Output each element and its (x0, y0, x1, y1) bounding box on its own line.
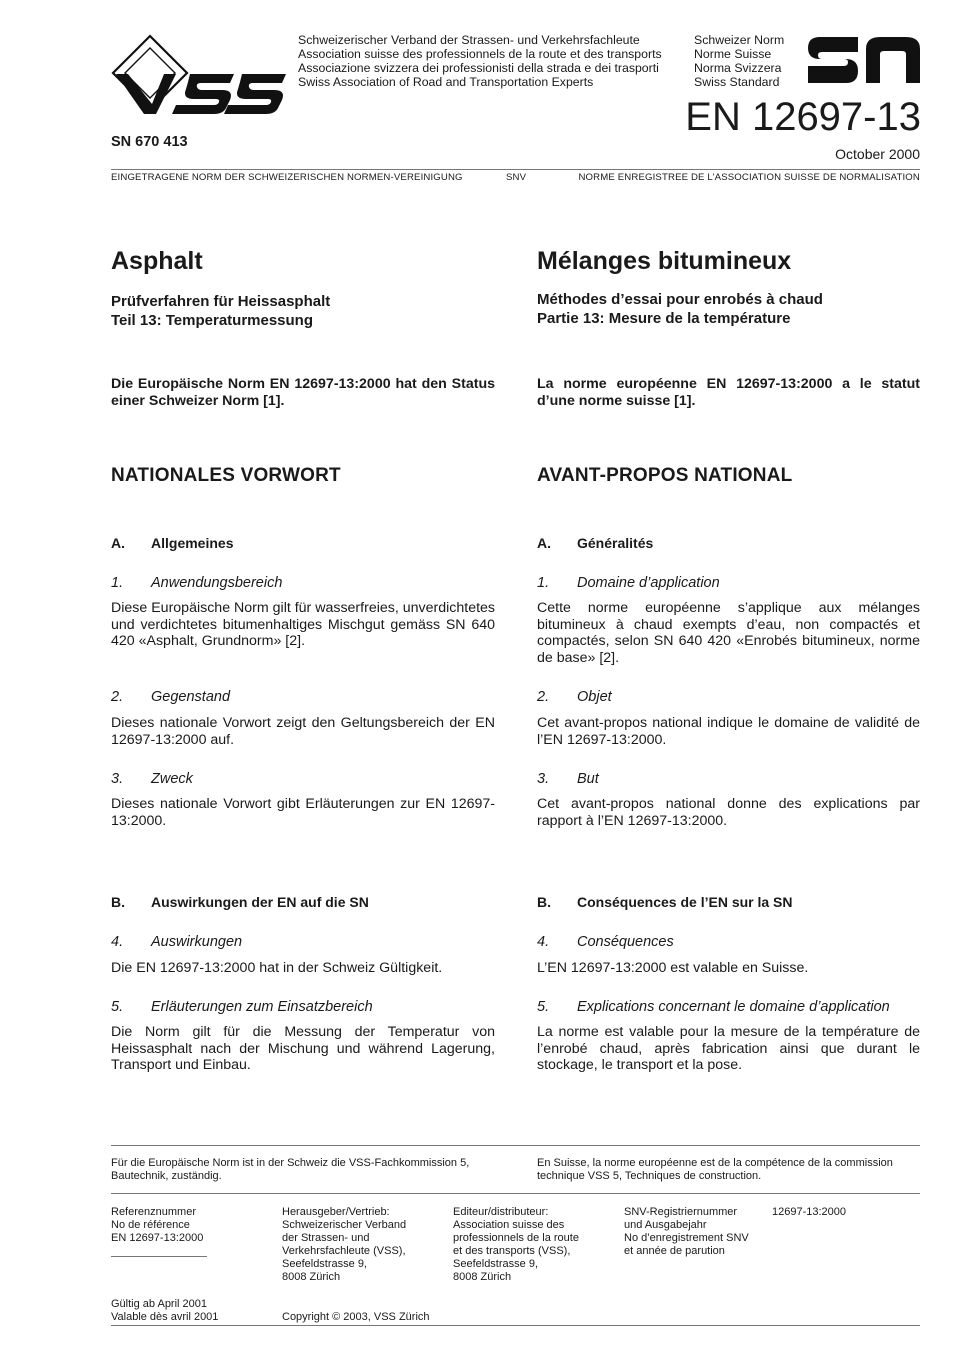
subsection-number: 3. (537, 771, 550, 787)
subsection-number: 5. (537, 999, 550, 1015)
publication-date: October 2000 (835, 146, 920, 162)
snv-line-4: et année de parution (624, 1245, 725, 1257)
subsection-2-text-fr: Cet avant-propos national indique le domaine de validité de l’EN 12697-13:2000. (537, 715, 920, 748)
subsection-number: 1. (537, 575, 550, 591)
copyright-text: Copyright © 2003, VSS Zürich (282, 1311, 430, 1323)
header-divider (111, 169, 920, 170)
subsection-number: 4. (537, 934, 550, 950)
subsection-1-heading-fr (537, 575, 920, 591)
subsection-3-text-de: Dieses nationale Vorwort gibt Erläuterungen zur EN 12697-13:2000. (111, 796, 495, 829)
foreword-heading-de: NATIONALES VORWORT (111, 465, 341, 486)
subsection-4-text-fr: L’EN 12697-13:2000 est valable en Suisse. (537, 960, 809, 976)
subsection-2-heading-fr (537, 689, 920, 705)
subsection-3-heading-fr (537, 771, 920, 787)
subsection-number: 5. (111, 999, 124, 1015)
subsection-5-text-fr: La norme est valable pour la mesure de la température de l’enrobé chaud, après fabrication ainsi que durant le stockage, le transport et la pose. (537, 1024, 920, 1073)
valid-fr: Valable dès avril 2001 (111, 1311, 219, 1323)
subsection-title: Anwendungsbereich (151, 575, 283, 591)
footer-divider-top (111, 1145, 920, 1146)
subsection-number: 1. (111, 575, 124, 591)
section-title: Allgemeines (151, 535, 234, 551)
subtitle-fr (537, 290, 920, 328)
publisher-de-line-2: Schweizerischer Verband (282, 1219, 407, 1231)
subsection-title: Objet (577, 689, 612, 705)
commission-de-line-2: Bautechnik, zuständig. (111, 1170, 222, 1182)
organization-names (298, 33, 662, 89)
standard-name-it: Norma Svizzera (694, 61, 782, 75)
publisher-de-line-5: Seefeldstrasse 9, (282, 1258, 367, 1270)
org-line-it: Associazione svizzera dei professionisti della strada e dei trasporti (298, 61, 659, 75)
subsection-number: 2. (111, 689, 124, 705)
snv-value: 12697-13:2000 (772, 1206, 847, 1218)
subsection-number: 4. (111, 934, 124, 950)
footer-divider-bottom (111, 1325, 920, 1326)
section-b-heading-fr (537, 894, 920, 910)
publisher-fr-line-6: 8008 Zürich (453, 1271, 512, 1283)
standard-names (694, 33, 784, 89)
reference-line-2: No de référence (111, 1219, 190, 1231)
document-number: EN 12697-13 (685, 95, 921, 139)
subsection-title: Zweck (151, 771, 193, 787)
subsection-title: But (577, 771, 599, 787)
standard-name-de: Schweizer Norm (694, 33, 785, 47)
standard-name-en: Swiss Standard (694, 75, 780, 89)
section-a-heading-fr (537, 535, 920, 551)
section-letter: B. (111, 894, 125, 910)
validity (111, 1298, 218, 1324)
subsection-title: Gegenstand (151, 689, 231, 705)
valid-de: Gültig ab April 2001 (111, 1298, 208, 1310)
subsection-1-text-de: Diese Europäische Norm gilt für wasserfreies, unverdichtetes und verdichtetes bitumenhaltiges Mischgut gemäss SN 640 420 «Asphalt, Grundnorm» [2]. (111, 600, 496, 649)
subsection-title: Erläuterungen zum Einsatzbereich (151, 999, 373, 1015)
subtitle-fr-line-1: Méthodes d’essai pour enrobés à chaud (537, 291, 823, 308)
sn-logo (806, 35, 922, 85)
publisher-de-line-3: der Strassen- und (282, 1232, 370, 1244)
subsection-1-text-fr: Cette norme européenne s’applique aux mélanges bitumineux à chaud exempts d’eau, non compactés et compactés, selon SN 640 420 «Enrobés bitumineux, norme de base» [2]. (537, 600, 920, 666)
foreword-heading-fr: AVANT-PROPOS NATIONAL (537, 465, 793, 486)
subsection-title: Conséquences (577, 934, 674, 950)
publisher-fr-line-2: Association suisse des (453, 1219, 565, 1231)
publisher-de-line-6: 8008 Zürich (282, 1271, 341, 1283)
subtitle-fr-line-2: Partie 13: Mesure de la température (537, 310, 791, 327)
subsection-4-heading-de (111, 934, 495, 950)
publisher-fr-line-1: Editeur/distributeur: (453, 1206, 549, 1218)
section-letter: A. (537, 535, 551, 551)
commission-fr-line-2: technique VSS 5, Techniques de construction. (537, 1170, 762, 1182)
status-statement-fr: La norme européenne EN 12697-13:2000 a le statut d’une norme suisse [1]. (537, 376, 920, 409)
commission-fr-line-1: En Suisse, la norme européenne est de la compétence de la commission (537, 1157, 893, 1169)
section-b-heading-de (111, 894, 495, 910)
copyright (282, 1311, 430, 1324)
subsection-4-text-de: Die EN 12697-13:2000 hat in der Schweiz Gültigkeit. (111, 960, 443, 976)
subsection-5-heading-fr (537, 999, 920, 1015)
section-letter: A. (111, 535, 125, 551)
org-line-en: Swiss Association of Road and Transportation Experts (298, 75, 594, 89)
publisher-fr-line-4: et des transports (VSS), (453, 1245, 571, 1257)
subsection-3-text-fr: Cet avant-propos national donne des explications par rapport à l’EN 12697-13:2000. (537, 796, 920, 829)
subsection-2-text-de: Dieses nationale Vorwort zeigt den Geltungsbereich der EN 12697-13:2000 auf. (111, 715, 495, 748)
org-line-de: Schweizerischer Verband der Strassen- und Verkehrsfachleute (298, 33, 640, 47)
subsection-number: 2. (537, 689, 550, 705)
subsection-4-heading-fr (537, 934, 920, 950)
subsection-title: Domaine d’application (577, 575, 720, 591)
title-fr: Mélanges bitumineux (537, 247, 792, 275)
snv-line-3: No d’enregistrement SNV (624, 1232, 749, 1244)
subtitle-de-line-2: Teil 13: Temperaturmessung (111, 312, 314, 329)
snv-registration-value (772, 1206, 846, 1219)
publisher-de-line-1: Herausgeber/Vertrieb: (282, 1206, 390, 1218)
publisher-fr (453, 1206, 579, 1284)
section-letter: B. (537, 894, 551, 910)
subsection-number: 3. (111, 771, 124, 787)
sn-code: SN 670 413 (111, 134, 188, 150)
section-title: Généralités (577, 535, 654, 551)
subsection-2-heading-de (111, 689, 495, 705)
snv-line-1: SNV-Registriernummer (624, 1206, 738, 1218)
reference-underline (111, 1256, 207, 1257)
snv-line-2: und Ausgabejahr (624, 1219, 707, 1231)
registration-de: EINGETRAGENE NORM DER SCHWEIZERISCHEN NORMEN-VEREINIGUNG (111, 172, 463, 183)
reference-number (111, 1206, 203, 1245)
status-statement-de: Die Europäische Norm EN 12697-13:2000 hat den Status einer Schweizer Norm [1]. (111, 376, 495, 409)
section-title: Conséquences de l’EN sur la SN (577, 894, 793, 910)
subsection-3-heading-de (111, 771, 495, 787)
subsection-5-text-de: Die Norm gilt für die Messung der Temperatur von Heissasphalt nach der Mischung und während Lagerung, Transport und Einbau. (111, 1024, 495, 1073)
reference-line-3: EN 12697-13:2000 (111, 1232, 204, 1244)
footer-divider-middle (111, 1193, 920, 1194)
publisher-de-line-4: Verkehrsfachleute (VSS), (282, 1245, 406, 1257)
snv-registration (624, 1206, 749, 1258)
subsection-title: Explications concernant le domaine d’application (577, 999, 890, 1015)
commission-de-line-1: Für die Europäische Norm ist in der Schweiz die VSS-Fachkommission 5, (111, 1157, 470, 1169)
section-title: Auswirkungen der EN auf die SN (151, 894, 369, 910)
subsection-title: Auswirkungen (151, 934, 243, 950)
section-a-heading-de (111, 535, 495, 551)
publisher-fr-line-3: professionnels de la route (453, 1232, 579, 1244)
registration-snv: SNV (506, 172, 527, 183)
commission-note-fr (537, 1157, 893, 1183)
publisher-de (282, 1206, 406, 1284)
publisher-fr-line-5: Seefeldstrasse 9, (453, 1258, 538, 1270)
subsection-1-heading-de (111, 575, 495, 591)
subsection-5-heading-de (111, 999, 495, 1015)
subtitle-de (111, 292, 495, 330)
reference-line-1: Referenznummer (111, 1206, 196, 1218)
title-de: Asphalt (111, 247, 203, 275)
vss-logo (110, 34, 290, 116)
registration-fr: NORME ENREGISTREE DE L’ASSOCIATION SUISSE DE NORMALISATION (578, 172, 920, 183)
subtitle-de-line-1: Prüfverfahren für Heissasphalt (111, 293, 331, 310)
commission-note-de (111, 1157, 469, 1183)
org-line-fr: Association suisse des professionnels de la route et des transports (298, 47, 662, 61)
standard-name-fr: Norme Suisse (694, 47, 772, 61)
